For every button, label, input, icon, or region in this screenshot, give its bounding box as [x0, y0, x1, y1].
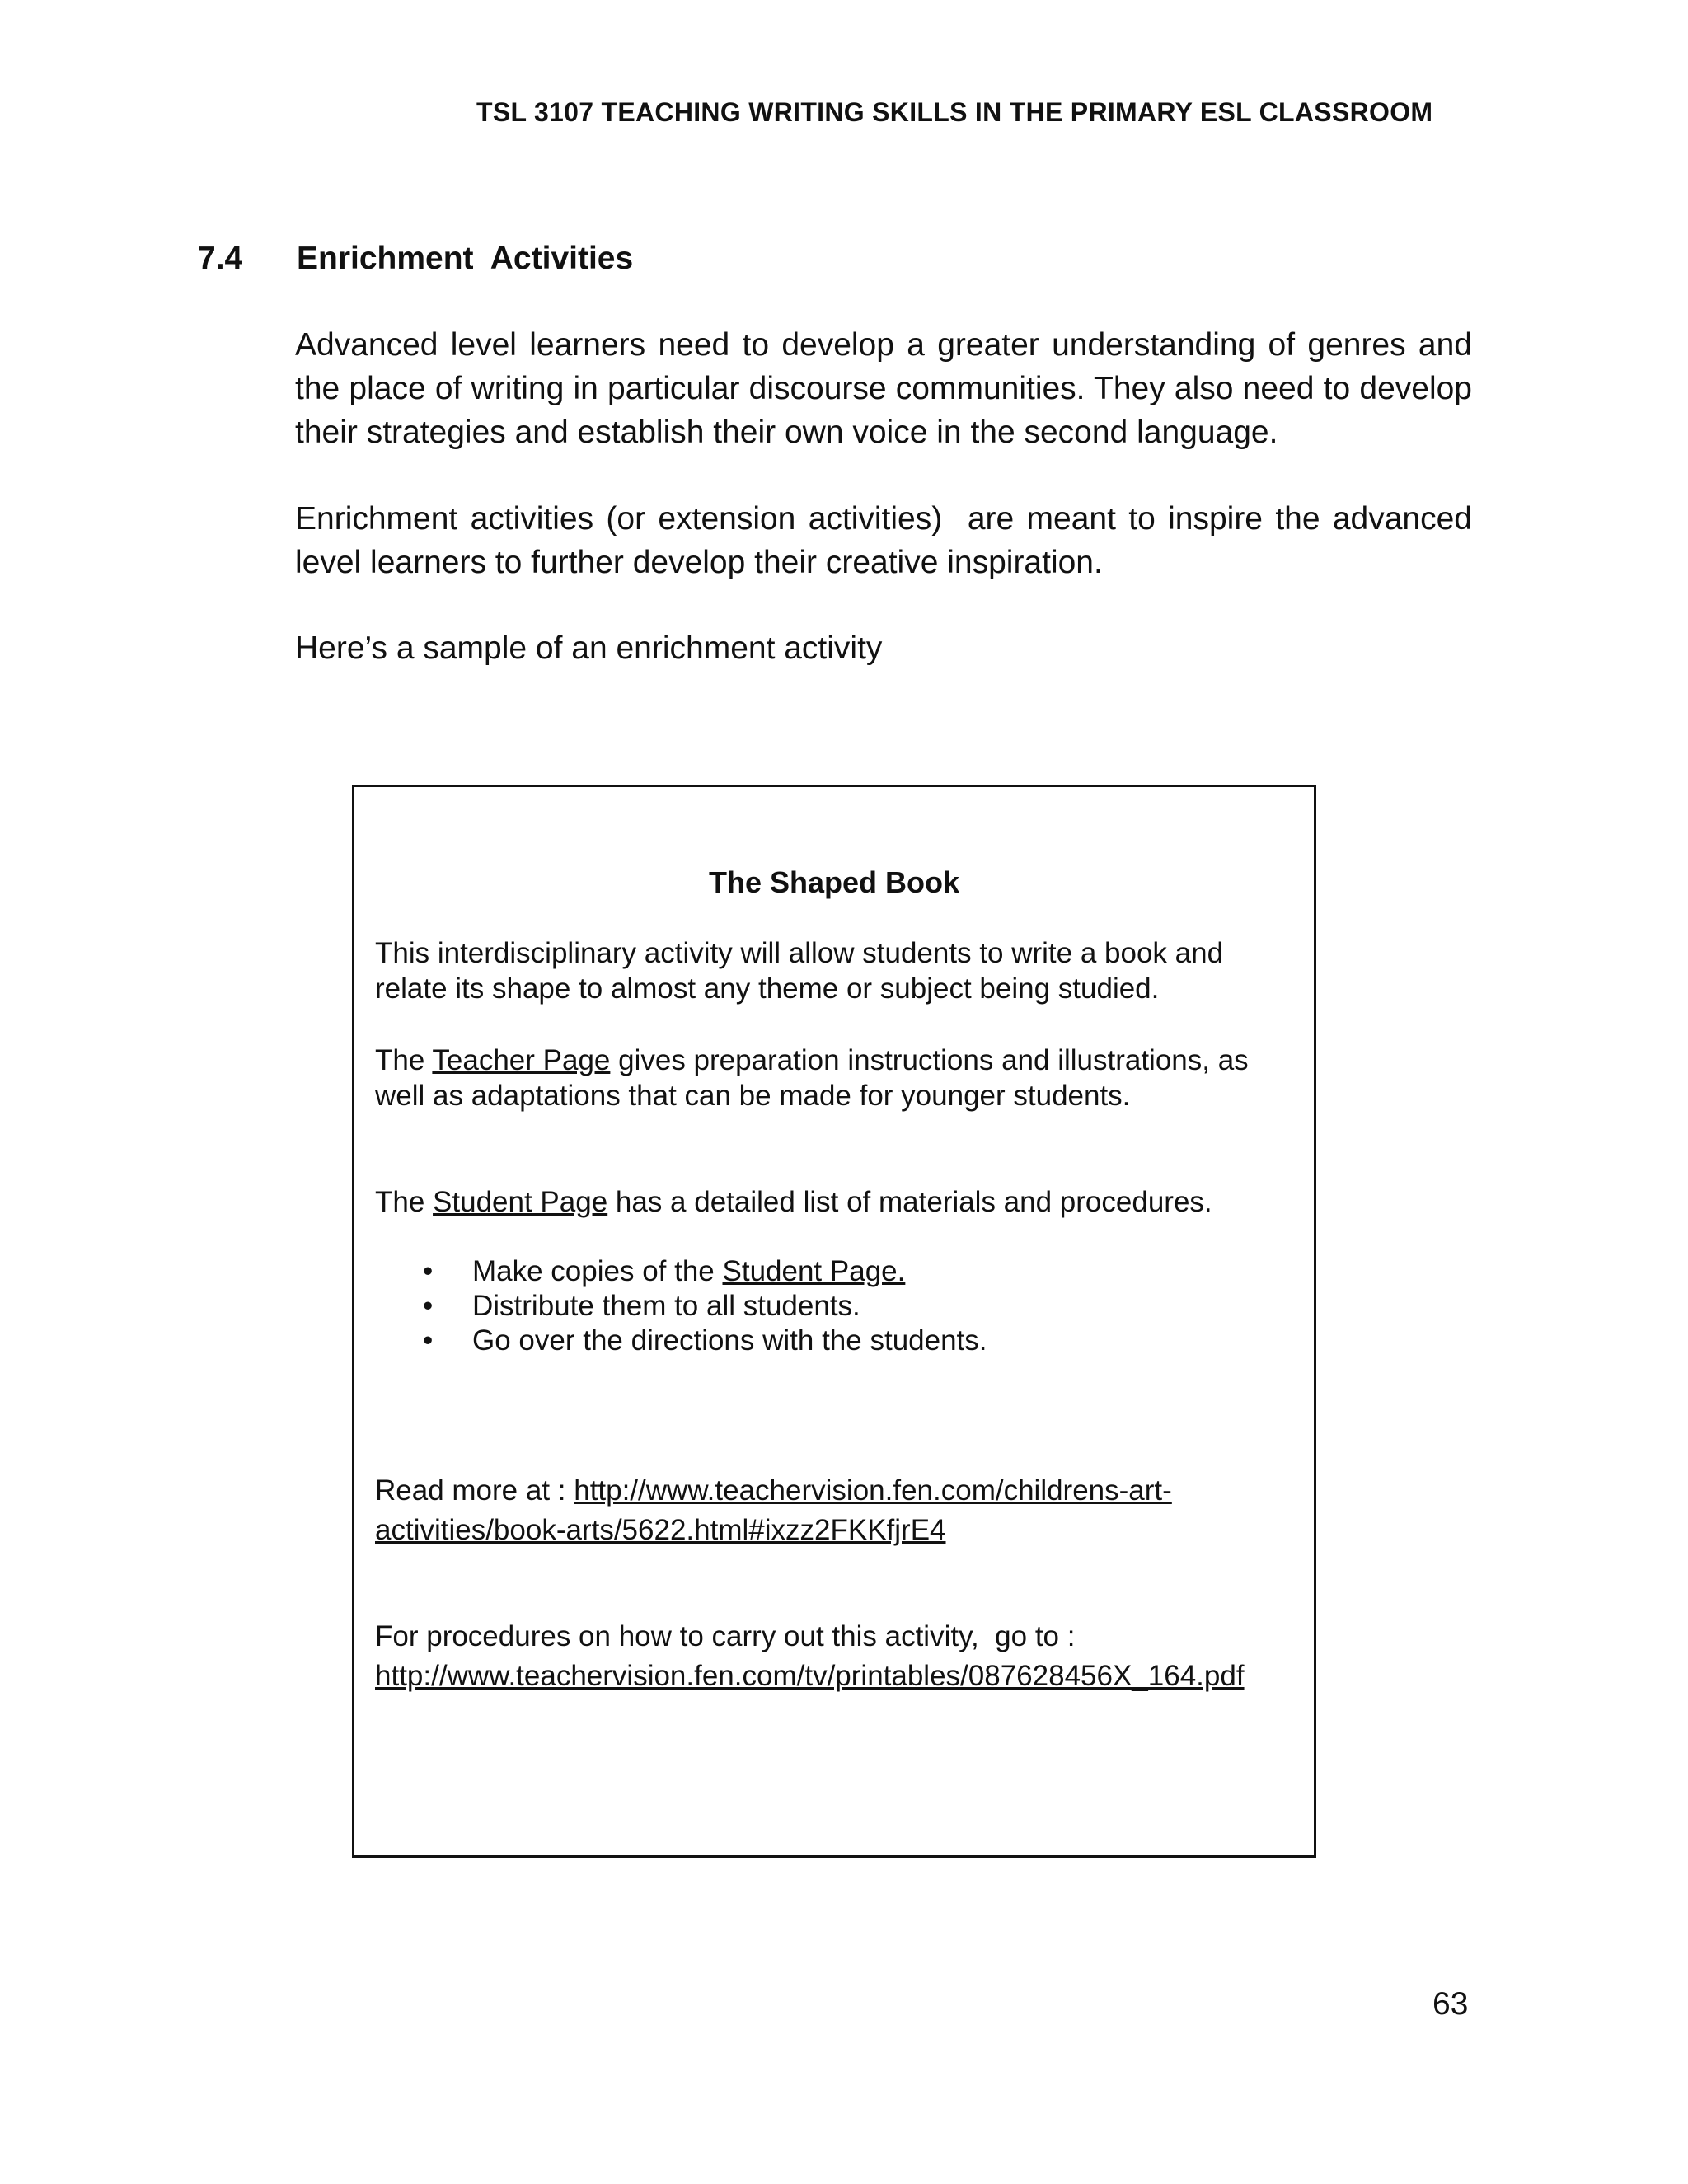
section-title: Enrichment Activities	[297, 241, 634, 276]
procedure-list	[375, 1254, 1282, 1358]
procedures-prefix: For procedures on how to carry out this activity, go to :	[375, 1620, 1076, 1652]
list-item	[375, 1254, 1282, 1289]
section-heading	[198, 241, 633, 277]
page-number: 63	[1432, 1986, 1469, 2022]
running-header: TSL 3107 TEACHING WRITING SKILLS IN THE PRIMARY ESL CLASSROOM	[476, 97, 1433, 127]
activity-box	[352, 785, 1316, 1858]
teacher-prefix: The	[375, 1044, 433, 1076]
read-more-prefix: Read more at :	[375, 1474, 574, 1507]
teacher-suffix: gives preparation instructions and illustrations, as well as adaptations that can be made for younger students.	[375, 1044, 1249, 1112]
teacher-page-link[interactable]: Teacher Page	[432, 1044, 611, 1076]
procedures-link[interactable]: http://www.teachervision.fen.com/tv/printables/087628456X_164.pdf	[375, 1660, 1245, 1692]
student-page-paragraph	[375, 1184, 1298, 1220]
paragraph-genres: Advanced level learners need to develop a greater understanding of genres and the place of writing in particular discourse communities. They also need to develop their strategies and establish their own voice in the second language.	[295, 327, 1472, 450]
read-more-link[interactable]: http://www.teachervision.fen.com/childrens-art-activities/book-arts/5622.html#ixzz2FKKfjrE4	[375, 1474, 1172, 1546]
list-item: • Distribute them to all students.	[375, 1289, 1282, 1324]
student-page-link-bullet[interactable]: Student Page.	[722, 1255, 906, 1287]
section-number: 7.4	[198, 241, 243, 276]
student-suffix: has a detailed list of materials and procedures.	[607, 1186, 1212, 1218]
student-prefix: The	[375, 1186, 434, 1218]
paragraph-sample-intro: Here’s a sample of an enrichment activity	[295, 630, 883, 666]
bullet-prefix: Make copies of the	[472, 1255, 723, 1287]
procedures-paragraph	[375, 1617, 1298, 1696]
student-page-link[interactable]: Student Page	[433, 1186, 608, 1218]
paragraph-enrichment: Enrichment activities (or extension activities) are meant to inspire the advanced level learners to further develop their creative inspiration.	[295, 501, 1481, 580]
teacher-page-paragraph	[375, 1043, 1298, 1113]
activity-title: The Shaped Book	[708, 865, 960, 899]
read-more-paragraph	[375, 1471, 1298, 1550]
list-item: • Go over the directions with the students.	[375, 1324, 1282, 1358]
activity-intro: This interdisciplinary activity will allow students to write a book and relate its shape to almost any theme or subject being studied.	[375, 937, 1224, 1005]
